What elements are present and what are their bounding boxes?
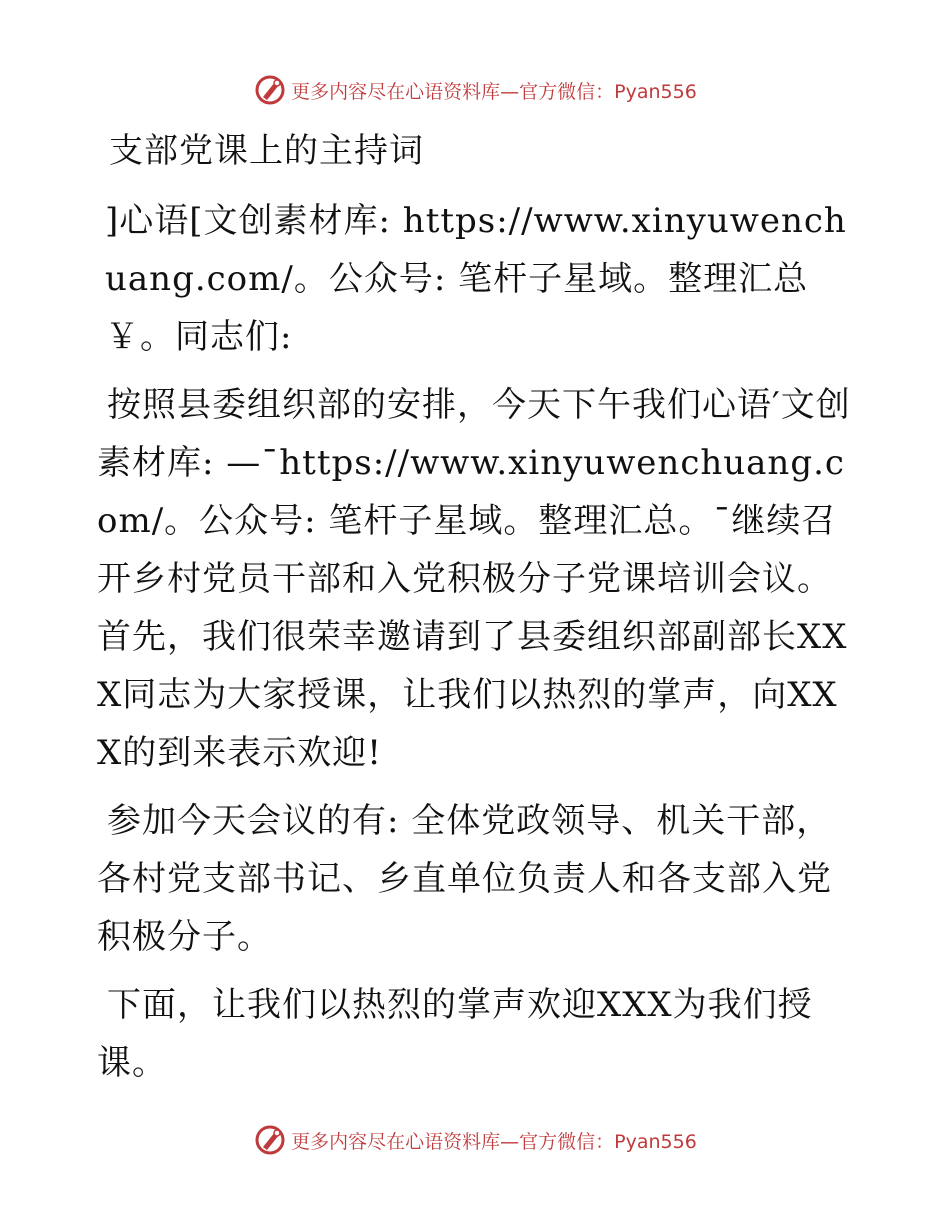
brand-logo-icon: [253, 1123, 287, 1157]
paragraph-2: 按照县委组织部的安排，今天下午我们心语′文创素材库: —¯https://www.xinyuwenchuang.com/。公众号: 笔杆子星域。整理汇总。¯继续召开乡村党员干部和入党积极分子党课培训会议。首先，我们很荣幸邀请到了县委组织部副部长XXX同志为大家授课，让我们以热烈的掌声，向XXX的到来表示欢迎!: [97, 385, 851, 773]
paragraph-4: 下面，让我们以热烈的掌声欢迎XXX为我们授课。: [97, 985, 813, 1083]
paragraph-3: 参加今天会议的有: 全体党政领导、机关干部，各村党支部书记、乡直单位负责人和各支部入党积极分子。: [97, 801, 832, 957]
paragraph-1: ]心语[文创素材库: https://www.xinyuwenchuang.com/。公众号: 笔杆子星域。整理汇总￥。同志们:: [105, 201, 847, 357]
footer-banner-text: 更多内容尽在心语资料库—官方微信：Pyan556: [291, 1130, 697, 1153]
brand-logo-icon: [253, 73, 287, 107]
footer-banner: [0, 1120, 950, 1160]
document-body: [97, 122, 852, 1092]
header-banner: [0, 70, 950, 110]
header-banner-text: 更多内容尽在心语资料库—官方微信：Pyan556: [291, 80, 697, 103]
document-title: 支部党课上的主持词: [109, 131, 424, 171]
